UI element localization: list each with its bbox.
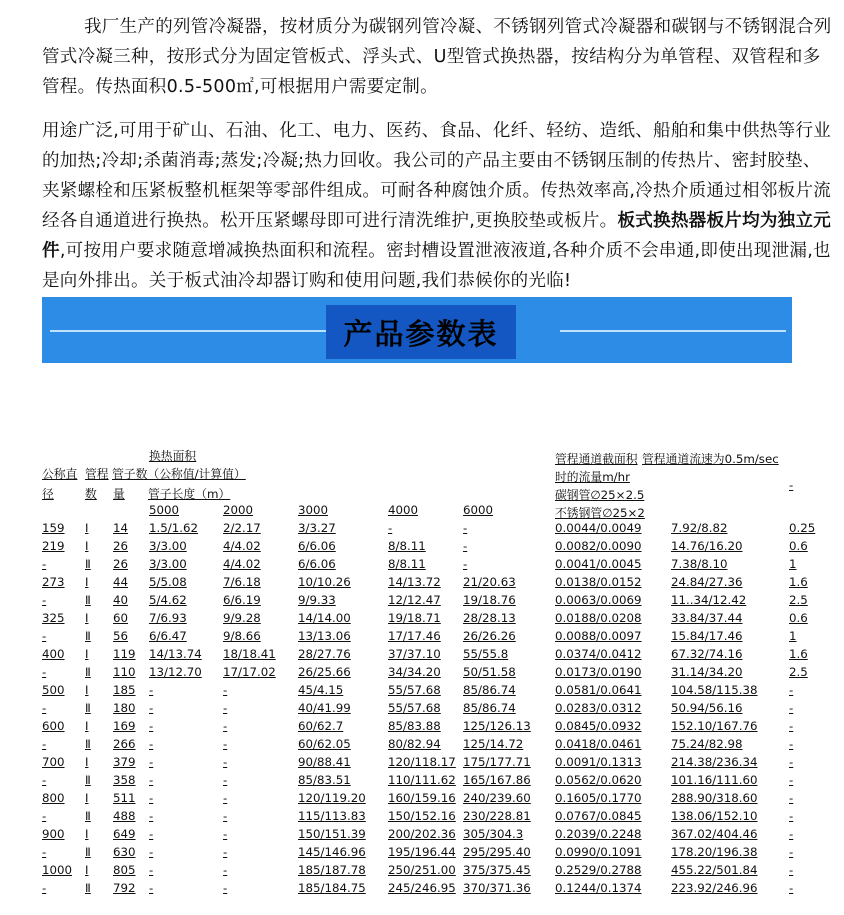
header-section-area: 管程通道截面积 (555, 452, 638, 466)
table-cell-dn: - (42, 737, 47, 751)
table-cell-len6000: 175/177.71 (463, 755, 531, 769)
table-cell-len3000: 120/119.20 (298, 791, 366, 805)
table-cell-tubes: 488 (113, 809, 136, 823)
header-tube-2: 量 (113, 487, 125, 501)
table-cell-tubes: 119 (113, 647, 136, 661)
table-cell-tubes: 14 (113, 521, 129, 535)
table-cell-dn: - (42, 629, 47, 643)
table-cell-tubes: 44 (113, 575, 129, 589)
table-cell-len6000: - (463, 539, 468, 553)
table-cell-len2000: 17/17.02 (223, 665, 276, 679)
table-cell-len2000: 9/9.28 (223, 611, 261, 625)
table-cell-len2000: - (223, 809, 228, 823)
table-cell-tubes: 26 (113, 557, 129, 571)
table-cell-flow: 455.22/501.84 (671, 863, 758, 877)
table-cell-len3000: 45/4.15 (298, 683, 344, 697)
header-len-4000: 4000 (388, 503, 419, 517)
table-cell-len5000: 5/5.08 (149, 575, 187, 589)
table-cell-len2000: 4/4.02 (223, 557, 261, 571)
table-cell-len5000: 13/12.70 (149, 665, 202, 679)
table-cell-len3000: 85/83.51 (298, 773, 351, 787)
table-cell-flow: 24.84/27.36 (671, 575, 743, 589)
table-cell-len5000: - (149, 683, 154, 697)
table-cell-pass: Ⅰ (85, 755, 89, 769)
table-cell-len3000: 185/187.78 (298, 863, 366, 877)
table-cell-len5000: - (149, 881, 154, 895)
banner-line-left (50, 330, 366, 332)
banner-title-box (326, 305, 516, 359)
table-cell-pressure: - (789, 881, 794, 895)
table-cell-section: 0.0088/0.0097 (555, 629, 642, 643)
table-cell-len2000: - (223, 863, 228, 877)
header-stainless: 不锈钢管∅25×2 (555, 506, 645, 520)
table-cell-len2000: - (223, 683, 228, 697)
banner-title: 产品参数表 (343, 316, 499, 351)
table-cell-len6000: 230/228.81 (463, 809, 531, 823)
table-cell-section: 0.0173/0.0190 (555, 665, 642, 679)
table-cell-flow: 367.02/404.46 (671, 827, 758, 841)
table-cell-pass: Ⅱ (85, 845, 91, 859)
table-cell-section: 0.0374/0.0412 (555, 647, 642, 661)
table-cell-len4000: 8/8.11 (388, 539, 426, 553)
header-flow-rate: 时的流量m/hr (555, 470, 630, 484)
intro-bold-text: 板式换热器板片均为独立元件 (42, 211, 832, 261)
header-area: 换热面积 (149, 449, 197, 463)
table-cell-len2000: - (223, 827, 228, 841)
table-cell-tubes: 649 (113, 827, 136, 841)
table-cell-len2000: 9/8.66 (223, 629, 261, 643)
table-cell-section: 0.0767/0.0845 (555, 809, 642, 823)
table-cell-len4000: 200/202.36 (388, 827, 456, 841)
table-cell-dn: - (42, 593, 47, 607)
table-cell-len3000: 90/88.41 (298, 755, 351, 769)
table-cell-tubes: 56 (113, 629, 129, 643)
table-cell-pass: Ⅰ (85, 611, 89, 625)
header-length: 管子长度（m） (148, 487, 231, 501)
table-cell-dn: 273 (42, 575, 65, 589)
table-cell-flow: 50.94/56.16 (671, 701, 743, 715)
header-carbon-steel: 碳钢管∅25×2.5 (555, 488, 645, 502)
header-len-3000: 3000 (298, 503, 329, 517)
header-len-5000: 5000 (149, 503, 180, 517)
table-cell-len3000: 9/9.33 (298, 593, 336, 607)
table-cell-len2000: - (223, 881, 228, 895)
table-cell-flow: 75.24/82.98 (671, 737, 743, 751)
table-cell-section: 0.0990/0.1091 (555, 845, 642, 859)
banner-line-right (560, 330, 786, 332)
table-cell-len2000: - (223, 845, 228, 859)
table-cell-len5000: - (149, 773, 154, 787)
table-cell-tubes: 185 (113, 683, 136, 697)
table-cell-pass: Ⅰ (85, 827, 89, 841)
table-cell-pressure: - (789, 809, 794, 823)
table-cell-len6000: 19/18.76 (463, 593, 516, 607)
table-cell-pressure: 1.6 (789, 647, 808, 661)
table-cell-tubes: 40 (113, 593, 129, 607)
table-cell-section: 0.0581/0.0641 (555, 683, 642, 697)
table-cell-len4000: 195/196.44 (388, 845, 456, 859)
table-cell-len4000: 85/83.88 (388, 719, 441, 733)
table-cell-len3000: 6/6.06 (298, 557, 336, 571)
table-cell-section: 0.0041/0.0045 (555, 557, 642, 571)
table-cell-len3000: 14/14.00 (298, 611, 351, 625)
table-cell-flow: 14.76/16.20 (671, 539, 743, 553)
table-cell-section: 0.0138/0.0152 (555, 575, 642, 589)
table-cell-len4000: 17/17.46 (388, 629, 441, 643)
table-cell-flow: 223.92/246.96 (671, 881, 758, 895)
table-cell-dn: - (42, 845, 47, 859)
table-cell-len6000: 26/26.26 (463, 629, 516, 643)
table-cell-len4000: 150/152.16 (388, 809, 456, 823)
table-cell-len6000: 85/86.74 (463, 701, 516, 715)
table-cell-pass: Ⅰ (85, 575, 89, 589)
table-cell-len2000: - (223, 701, 228, 715)
table-cell-pressure: - (789, 755, 794, 769)
table-cell-pressure: 2.5 (789, 593, 808, 607)
table-cell-flow: 104.58/115.38 (671, 683, 758, 697)
table-cell-len3000: 145/146.96 (298, 845, 366, 859)
table-cell-len5000: 14/13.74 (149, 647, 202, 661)
header-len-2000: 2000 (223, 503, 254, 517)
table-cell-tubes: 180 (113, 701, 136, 715)
table-cell-len6000: 370/371.36 (463, 881, 531, 895)
table-cell-pressure: 0.25 (789, 521, 816, 535)
table-cell-tubes: 358 (113, 773, 136, 787)
table-cell-flow: 31.14/34.20 (671, 665, 743, 679)
table-cell-pass: Ⅰ (85, 683, 89, 697)
table-cell-len5000: 5/4.62 (149, 593, 187, 607)
header-flow-speed: 管程通道流速为0.5m/sec (642, 452, 779, 466)
table-cell-tubes: 511 (113, 791, 136, 805)
header-pass-1: 管程 (85, 467, 109, 481)
table-cell-pass: Ⅱ (85, 593, 91, 607)
table-cell-pressure: - (789, 719, 794, 733)
table-cell-len4000: 19/18.71 (388, 611, 441, 625)
table-cell-flow: 138.06/152.10 (671, 809, 758, 823)
table-cell-len5000: - (149, 719, 154, 733)
table-cell-tubes: 805 (113, 863, 136, 877)
table-cell-dn: 900 (42, 827, 65, 841)
table-cell-len4000: - (388, 521, 393, 535)
table-cell-tubes: 169 (113, 719, 136, 733)
table-cell-section: 0.2039/0.2248 (555, 827, 642, 841)
table-cell-len4000: 55/57.68 (388, 683, 441, 697)
header-dn-1: 公称直 (42, 467, 78, 481)
table-cell-tubes: 26 (113, 539, 129, 553)
table-cell-dn: 1000 (42, 863, 73, 877)
table-cell-len4000: 14/13.72 (388, 575, 441, 589)
table-cell-len6000: 55/55.8 (463, 647, 509, 661)
table-cell-section: 0.0063/0.0069 (555, 593, 642, 607)
table-cell-section: 0.2529/0.2788 (555, 863, 642, 877)
header-tube-count: 管子数（公称值/计算值） (112, 467, 246, 481)
table-cell-flow: 15.84/17.46 (671, 629, 743, 643)
table-cell-len4000: 160/159.16 (388, 791, 456, 805)
table-cell-len3000: 28/27.76 (298, 647, 351, 661)
table-cell-len5000: 7/6.93 (149, 611, 187, 625)
table-cell-len4000: 55/57.68 (388, 701, 441, 715)
table-cell-section: 0.0188/0.0208 (555, 611, 642, 625)
table-cell-len5000: 3/3.00 (149, 557, 187, 571)
table-cell-len3000: 60/62.7 (298, 719, 344, 733)
table-cell-len2000: 4/4.02 (223, 539, 261, 553)
intro-paragraph-2 (42, 116, 832, 296)
table-cell-dn: 400 (42, 647, 65, 661)
table-cell-len4000: 120/118.17 (388, 755, 456, 769)
table-cell-dn: 219 (42, 539, 65, 553)
table-cell-len2000: - (223, 719, 228, 733)
table-cell-len4000: 12/12.47 (388, 593, 441, 607)
table-cell-pass: Ⅱ (85, 629, 91, 643)
table-cell-section: 0.0562/0.0620 (555, 773, 642, 787)
table-cell-pressure: - (789, 683, 794, 697)
table-cell-pass: Ⅱ (85, 881, 91, 895)
table-cell-len3000: 6/6.06 (298, 539, 336, 553)
table-cell-flow: 11..34/12.42 (671, 593, 747, 607)
table-cell-dn: 159 (42, 521, 65, 535)
table-cell-len6000: - (463, 557, 468, 571)
table-cell-dn: 800 (42, 791, 65, 805)
table-cell-len6000: 295/295.40 (463, 845, 531, 859)
table-cell-dn: - (42, 881, 47, 895)
table-cell-len4000: 250/251.00 (388, 863, 456, 877)
table-cell-pass: Ⅰ (85, 647, 89, 661)
table-cell-len6000: 21/20.63 (463, 575, 516, 589)
table-cell-tubes: 60 (113, 611, 129, 625)
table-cell-len5000: 3/3.00 (149, 539, 187, 553)
table-cell-section: 0.0044/0.0049 (555, 521, 642, 535)
table-cell-section: 0.0091/0.1313 (555, 755, 642, 769)
table-cell-len4000: 245/246.95 (388, 881, 456, 895)
table-cell-len2000: 7/6.18 (223, 575, 261, 589)
table-cell-pass: Ⅱ (85, 557, 91, 571)
table-cell-pressure: 0.6 (789, 539, 808, 553)
table-cell-pressure: - (789, 863, 794, 877)
table-cell-pass: Ⅰ (85, 719, 89, 733)
intro-paragraph-1: 我厂生产的列管冷凝器，按材质分为碳钢列管冷凝、不锈钢列管式冷凝器和碳钢与不锈钢混合列管式冷凝三种，按形式分为固定管板式、浮头式、U型管式换热器，按结构分为单管程、双管程和多管程。传热面积0.5-500㎡,可根据用户需要定制。 (42, 17, 832, 97)
table-cell-len2000: 6/6.19 (223, 593, 261, 607)
table-cell-len6000: 305/304.3 (463, 827, 524, 841)
table-cell-flow: 178.20/196.38 (671, 845, 758, 859)
table-cell-len5000: - (149, 863, 154, 877)
table-cell-len3000: 3/3.27 (298, 521, 336, 535)
table-cell-len6000: 125/126.13 (463, 719, 531, 733)
table-cell-pass: Ⅱ (85, 665, 91, 679)
table-cell-len5000: - (149, 755, 154, 769)
table-cell-pass: Ⅰ (85, 791, 89, 805)
table-cell-pressure: 1 (789, 629, 797, 643)
header-len-6000: 6000 (463, 503, 494, 517)
table-cell-flow: 33.84/37.44 (671, 611, 743, 625)
table-cell-len2000: - (223, 737, 228, 751)
table-cell-pressure: - (789, 845, 794, 859)
table-cell-pressure: 1 (789, 557, 797, 571)
table-cell-pass: Ⅰ (85, 863, 89, 877)
table-cell-dn: - (42, 665, 47, 679)
table-cell-flow: 7.92/8.82 (671, 521, 728, 535)
table-cell-section: 0.0082/0.0090 (555, 539, 642, 553)
table-cell-flow: 214.38/236.34 (671, 755, 758, 769)
table-cell-len6000: 165/167.86 (463, 773, 531, 787)
table-cell-len3000: 10/10.26 (298, 575, 351, 589)
table-cell-pass: Ⅱ (85, 701, 91, 715)
table-cell-len4000: 80/82.94 (388, 737, 441, 751)
table-cell-len6000: 375/375.45 (463, 863, 531, 877)
table-cell-len2000: - (223, 755, 228, 769)
table-cell-len2000: 18/18.41 (223, 647, 276, 661)
table-cell-section: 0.0283/0.0312 (555, 701, 642, 715)
table-cell-flow: 101.16/111.60 (671, 773, 758, 787)
table-cell-len5000: - (149, 701, 154, 715)
table-cell-dn: 500 (42, 683, 65, 697)
intro-text-b: ,可按用户要求随意增减换热面积和流程。密封槽设置泄液液道,各种介质不会串通,即使出现泄漏,也是向外排出。关于板式油冷却器订购和使用问题,我们恭候你的光临! (42, 241, 831, 291)
table-cell-pressure: - (789, 791, 794, 805)
table-cell-len4000: 110/111.62 (388, 773, 456, 787)
table-cell-dn: - (42, 701, 47, 715)
header-dn-2: 径 (42, 487, 54, 501)
table-cell-pressure: 0.6 (789, 611, 808, 625)
table-cell-dn: 700 (42, 755, 65, 769)
table-cell-pressure: 1.6 (789, 575, 808, 589)
table-cell-len3000: 150/151.39 (298, 827, 366, 841)
table-cell-section: 0.0418/0.0461 (555, 737, 642, 751)
table-cell-pressure: - (789, 773, 794, 787)
table-cell-len5000: - (149, 827, 154, 841)
table-cell-dn: - (42, 557, 47, 571)
table-cell-len6000: 28/28.13 (463, 611, 516, 625)
table-cell-len4000: 8/8.11 (388, 557, 426, 571)
table-cell-pressure: 2.5 (789, 665, 808, 679)
section-banner (42, 297, 792, 363)
table-cell-len5000: 6/6.47 (149, 629, 187, 643)
table-cell-dn: 325 (42, 611, 65, 625)
table-cell-len3000: 26/25.66 (298, 665, 351, 679)
table-cell-len5000: - (149, 809, 154, 823)
table-cell-len6000: - (463, 521, 468, 535)
table-cell-flow: 7.38/8.10 (671, 557, 728, 571)
table-cell-pressure: - (789, 701, 794, 715)
table-cell-len3000: 115/113.83 (298, 809, 366, 823)
table-cell-flow: 152.10/167.76 (671, 719, 758, 733)
table-cell-tubes: 110 (113, 665, 136, 679)
table-cell-pressure: - (789, 827, 794, 841)
table-cell-dn: - (42, 809, 47, 823)
table-cell-len5000: - (149, 791, 154, 805)
intro-text-a: 用途广泛,可用于矿山、石油、化工、电力、医药、食品、化纤、轻纺、造纸、船舶和集中供热等行业的加热;冷却;杀菌消毒;蒸发;冷凝;热力回收。我公司的产品主要由不锈钢压制的传热片、密封胶垫、夹紧螺栓和压紧板整机框架等零部件组成。可耐各种腐蚀介质。传热效率高,冷热介质通过相邻板片流经各自通道进行换热。松开压紧螺母即可进行清洗维护,更换胶垫或板片。 (42, 121, 832, 231)
table-cell-len3000: 60/62.05 (298, 737, 351, 751)
table-cell-tubes: 792 (113, 881, 136, 895)
table-cell-pass: Ⅱ (85, 737, 91, 751)
table-cell-section: 0.1244/0.1374 (555, 881, 642, 895)
table-cell-len6000: 50/51.58 (463, 665, 516, 679)
table-cell-len4000: 34/34.20 (388, 665, 441, 679)
table-cell-flow: 67.32/74.16 (671, 647, 743, 661)
table-cell-pass: Ⅱ (85, 773, 91, 787)
table-cell-len5000: - (149, 845, 154, 859)
table-cell-len6000: 125/14.72 (463, 737, 524, 751)
table-cell-len3000: 13/13.06 (298, 629, 351, 643)
table-cell-len2000: 2/2.17 (223, 521, 261, 535)
table-cell-pass: Ⅰ (85, 539, 89, 553)
table-cell-len6000: 85/86.74 (463, 683, 516, 697)
table-cell-section: 0.0845/0.0932 (555, 719, 642, 733)
table-cell-section: 0.1605/0.1770 (555, 791, 642, 805)
table-cell-len6000: 240/239.60 (463, 791, 531, 805)
table-cell-pass: Ⅱ (85, 809, 91, 823)
table-cell-flow: 288.90/318.60 (671, 791, 758, 805)
table-cell-tubes: 266 (113, 737, 136, 751)
table-cell-dn: 600 (42, 719, 65, 733)
table-cell-dn: - (42, 773, 47, 787)
table-cell-len5000: 1.5/1.62 (149, 521, 199, 535)
table-cell-tubes: 630 (113, 845, 136, 859)
table-cell-tubes: 379 (113, 755, 136, 769)
table-cell-len3000: 185/184.75 (298, 881, 366, 895)
table-cell-pressure: - (789, 737, 794, 751)
table-cell-pass: Ⅰ (85, 521, 89, 535)
table-cell-len5000: - (149, 737, 154, 751)
table-cell-len3000: 40/41.99 (298, 701, 351, 715)
table-cell-len2000: - (223, 773, 228, 787)
table-cell-len2000: - (223, 791, 228, 805)
header-last: - (789, 478, 794, 492)
header-pass-2: 数 (85, 487, 97, 501)
table-cell-len4000: 37/37.10 (388, 647, 441, 661)
